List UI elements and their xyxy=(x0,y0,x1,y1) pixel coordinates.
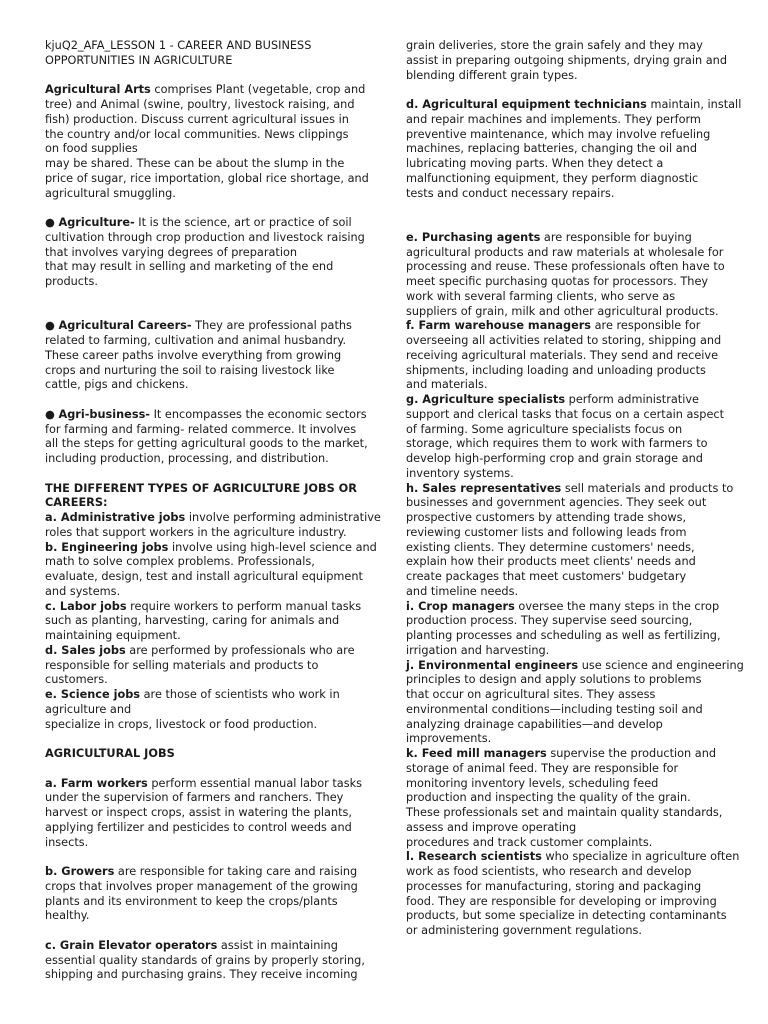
list-item: d. Sales jobs are performed by professionals who are responsible for selling materials and products to customers. xyxy=(45,643,355,687)
intro-paragraph: Agricultural Arts comprises Plant (vegetable, crop and tree) and Animal (swine, poultry, livestock raising, and fish) production. Discuss current agricultural issues in the country and/or local communities. News clippings on food supplies may be shared. These can be about the slump in the price of sugar, rice importation, global rice shortage, and agricultural smuggling. xyxy=(45,83,369,200)
continued-paragraph: grain deliveries, store the grain safely and they may assist in preparing outgoing shipments, drying grain and blending different grain types. xyxy=(406,39,727,82)
list-item: h. Sales representatives sell materials and products to businesses and government agencies. They seek out prospective customers by attending trade shows, reviewing customer lists and following leads from existing clients. They determine customers' needs, explain how their products meet clients' needs and create packages that meet customers' budgetary and timeline needs. xyxy=(406,481,734,598)
list-item: b. Growers are responsible for taking care and raising crops that involves proper management of the growing plants and its environment to keep the crops/plants healthy. xyxy=(45,865,358,923)
list-item: b. Engineering jobs involve using high-level science and math to solve complex problems. Professionals, evaluate, design, test and install agricultural equipment and systems. xyxy=(45,540,377,598)
list-item: k. Feed mill managers supervise the production and storage of animal feed. They are responsible for monitoring inventory levels, scheduling feed production and inspecting the quality of the grain. These professionals set and maintain quality standards, assess and improve operating procedures and track customer complaints. xyxy=(406,747,723,849)
list-item: f. Farm warehouse managers are responsible for overseeing all activities related to storing, shipping and receiving agricultural materials. They send and receive shipments, including loading and unloading products and materials. xyxy=(406,319,722,392)
list-item: d. Agricultural equipment technicians maintain, install and repair machines and implements. They perform preventive maintenance, which may involve refueling machines, replacing batteries, changing the oil and lubricating moving parts. When they detect a malfunctioning equipment, they perform diagnostic tests and conduct necessary repairs. xyxy=(406,98,742,200)
list-item: g. Agriculture specialists perform administrative support and clerical tasks that focus on a certain aspect of farming. Some agriculture specialists focus on storage, which requires them to work with farmers to develop high-performing crop and grain storage and inventory systems. xyxy=(406,393,725,480)
list-item: l. Research scientists who specialize in agriculture often work as food scientists, who research and develop processes for manufacturing, storing and packaging food. They are responsible for developing or improving products, but some specialize in detecting contaminants or administering government regulations. xyxy=(406,850,740,937)
definition-agri-business: ● Agri-business- It encompasses the economic sectors for farming and farming- related commerce. It involves all the steps for getting agricultural goods to the market, including production, processing, and distribution. xyxy=(45,407,368,465)
types-list xyxy=(45,511,381,732)
bullet-icon: ● xyxy=(45,407,55,421)
list-item: j. Environmental engineers use science and engineering principles to design and apply solutions to problems that occur on agricultural sites. They assess environmental conditions—including testing soil and analyzing drainage capabilities—and develop improvements. xyxy=(406,658,744,746)
list-item: e. Science jobs are those of scientists who work in agriculture and specialize in crops, livestock or food production. xyxy=(45,688,340,731)
section-heading-types: THE DIFFERENT TYPES OF AGRICULTURE JOBS OR CAREERS: xyxy=(45,481,357,510)
section-heading-agricultural-jobs: AGRICULTURAL JOBS xyxy=(45,747,175,760)
list-item: i. Crop managers oversee the many steps in the crop production process. They supervise seed sourcing, planting processes and scheduling as well as fertilizing, irrigation and harvesting. xyxy=(406,599,721,657)
list-item: e. Purchasing agents are responsible for buying agricultural products and raw materials at wholesale for processing and reuse. These professionals often have to meet specific purchasing quotas for processors. They work with several farming clients, who serve as suppliers of grain, milk and other agricultural products. xyxy=(406,230,725,318)
list-item: c. Labor jobs require workers to perform manual tasks such as planting, harvesting, caring for animals and maintaining equipment. xyxy=(45,599,362,642)
bullet-icon: ● xyxy=(45,216,55,229)
document-title: kjuQ2_AFA_LESSON 1 - CAREER AND BUSINESS OPPORTUNITIES IN AGRICULTURE xyxy=(45,39,312,67)
right-column xyxy=(406,39,744,939)
definition-agriculture: ● Agriculture- It is the science, art or practice of soil cultivation through crop production and livestock raising that involves varying degrees of preparation that may result in selling and marketing of the end products. xyxy=(45,216,365,288)
left-column xyxy=(45,39,381,983)
list-item: c. Grain Elevator operators assist in maintaining essential quality standards of grains by properly storing, shipping and purchasing grains. They receive incoming xyxy=(45,938,365,982)
list-item: a. Administrative jobs involve performing administrative roles that support workers in the agriculture industry. xyxy=(45,511,381,539)
bullet-icon: ● xyxy=(45,319,55,333)
list-item: a. Farm workers perform essential manual labor tasks under the supervision of farmers and ranchers. They harvest or inspect crops, assist in watering the plants, applying fertilizer and pesticides to control weeds and insects. xyxy=(45,776,363,849)
definition-agricultural-careers: ● Agricultural Careers- They are professional paths related to farming, cultivation and animal husbandry. These career paths involve everything from growing crops and nurturing the soil to raising livestock like cattle, pigs and chickens. xyxy=(45,319,352,392)
